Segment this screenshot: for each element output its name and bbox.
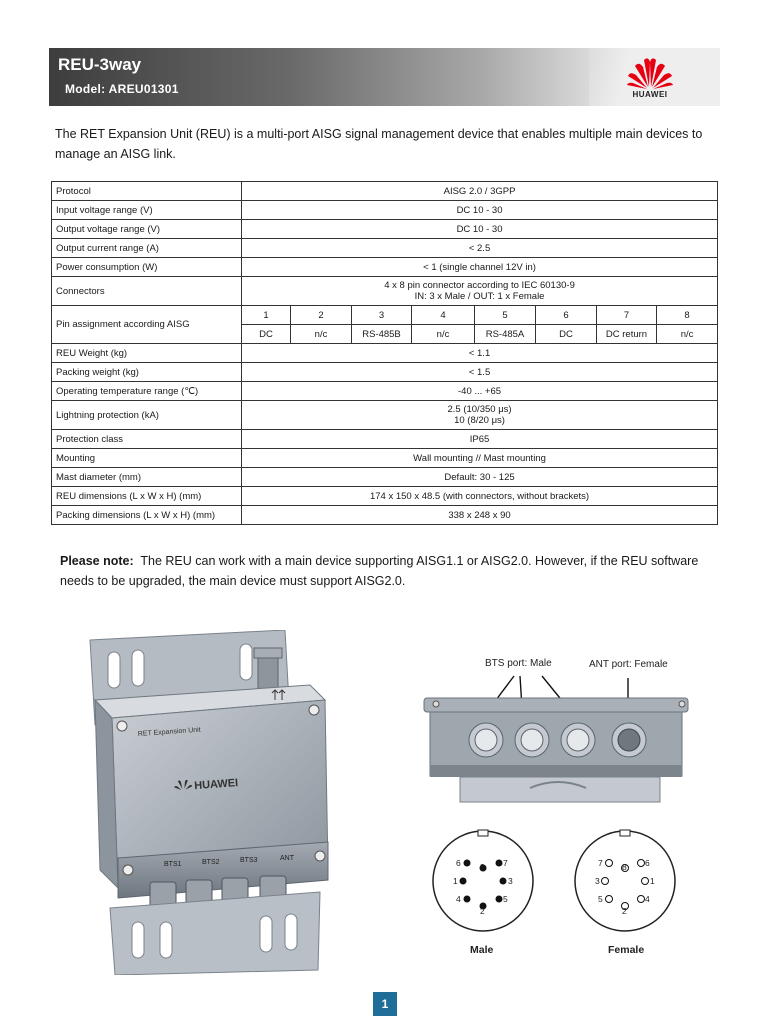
pin-number: 8	[657, 306, 718, 325]
table-row	[52, 506, 718, 525]
spec-label: Output voltage range (V)	[52, 220, 242, 239]
port-label: BTS1	[164, 861, 182, 868]
table-row	[52, 239, 718, 258]
spec-value-line: 10 (8/20 μs)	[454, 415, 505, 426]
spec-value-line: 4 x 8 pin connector according to IEC 60130-9	[384, 280, 575, 291]
pin-number: 7	[597, 306, 657, 325]
female-pin-label: 2	[622, 906, 627, 916]
pin-number: 3	[352, 306, 412, 325]
spec-label: Lightning protection (kA)	[52, 401, 242, 430]
table-row	[52, 449, 718, 468]
pin-signal: n/c	[657, 325, 718, 344]
huawei-petals-icon	[622, 54, 678, 90]
table-row	[52, 401, 718, 430]
spec-value: IP65	[242, 430, 718, 449]
pin-signal: n/c	[412, 325, 475, 344]
female-pin-label: 8	[622, 862, 627, 872]
table-row	[52, 306, 718, 325]
female-pin-label: 3	[595, 876, 600, 886]
female-pinout-icon	[572, 828, 678, 934]
pin-signal: DC	[536, 325, 597, 344]
male-pin-label: 4	[456, 894, 461, 904]
spec-label: Power consumption (W)	[52, 258, 242, 277]
spec-value: < 1.1	[242, 344, 718, 363]
female-caption: Female	[608, 944, 645, 956]
page-title: REU-3way	[58, 55, 142, 74]
table-row	[52, 220, 718, 239]
table-row	[52, 344, 718, 363]
male-caption: Male	[470, 944, 494, 956]
page-number: 1	[373, 992, 397, 1016]
pin-number: 6	[536, 306, 597, 325]
spec-value: < 1.5	[242, 363, 718, 382]
table-row	[52, 430, 718, 449]
spec-value: Default: 30 - 125	[242, 468, 718, 487]
female-pin-label: 6	[645, 858, 650, 868]
spec-label: Mast diameter (mm)	[52, 468, 242, 487]
spec-label: Mounting	[52, 449, 242, 468]
note-label: Please note:	[60, 554, 134, 568]
spec-table	[51, 181, 718, 525]
spec-label: REU dimensions (L x W x H) (mm)	[52, 487, 242, 506]
pin-signal: DC	[242, 325, 291, 344]
pin-signal: RS-485A	[475, 325, 536, 344]
male-pin-label: 3	[508, 876, 513, 886]
table-row	[52, 258, 718, 277]
spec-value: < 2.5	[242, 239, 718, 258]
brand-name: HUAWEI	[632, 90, 668, 99]
please-note	[60, 551, 720, 591]
spec-value: -40 ... +65	[242, 382, 718, 401]
pin-number: 2	[291, 306, 352, 325]
pin-signal: RS-485B	[352, 325, 412, 344]
spec-value: Wall mounting // Mast mounting	[242, 449, 718, 468]
device-brand: HUAWEI	[193, 777, 239, 793]
male-pinout-icon	[430, 828, 536, 934]
spec-label: Output current range (A)	[52, 239, 242, 258]
spec-value: < 1 (single channel 12V in)	[242, 258, 718, 277]
spec-value: 338 x 248 x 90	[242, 506, 718, 525]
spec-value-line: 2.5 (10/350 μs)	[447, 404, 512, 415]
spec-value: DC 10 - 30	[242, 220, 718, 239]
spec-label: REU Weight (kg)	[52, 344, 242, 363]
table-row	[52, 277, 718, 306]
pin-signal: n/c	[291, 325, 352, 344]
spec-label: Protocol	[52, 182, 242, 201]
port-side-view	[420, 670, 695, 815]
table-row	[52, 201, 718, 220]
pin-number: 5	[475, 306, 536, 325]
female-pin-label: 4	[645, 894, 650, 904]
table-row	[52, 182, 718, 201]
note-text: The REU can work with a main device supporting AISG1.1 or AISG2.0. However, if the REU software needs to be upgraded, the main device must support AISG2.0.	[60, 554, 699, 588]
spec-value-line: IN: 3 x Male / OUT: 1 x Female	[414, 291, 545, 302]
model-number: Model: AREU01301	[65, 82, 179, 96]
male-pin-label: 2	[480, 906, 485, 916]
page-header	[49, 48, 720, 106]
table-row	[52, 468, 718, 487]
spec-value	[242, 277, 718, 306]
spec-value: AISG 2.0 / 3GPP	[242, 182, 718, 201]
bts-port-label: BTS port: Male	[485, 658, 552, 669]
spec-value	[242, 401, 718, 430]
spec-label: Connectors	[52, 277, 242, 306]
intro-paragraph: The RET Expansion Unit (REU) is a multi-port AISG signal management device that enables multiple main devices to manage an AISG link.	[55, 127, 703, 161]
port-label: ANT	[280, 855, 294, 862]
reu-device-image	[70, 630, 360, 975]
port-label: BTS2	[202, 859, 220, 866]
female-pin-label: 1	[650, 876, 655, 886]
male-pin-label: 6	[456, 858, 461, 868]
male-pin-label: 8	[480, 862, 485, 872]
male-pin-label: 5	[503, 894, 508, 904]
table-row	[52, 487, 718, 506]
port-label: BTS3	[240, 857, 258, 864]
spec-value: 174 x 150 x 48.5 (with connectors, without brackets)	[242, 487, 718, 506]
table-row	[52, 382, 718, 401]
spec-value: DC 10 - 30	[242, 201, 718, 220]
male-pin-label: 7	[503, 858, 508, 868]
spec-label: Input voltage range (V)	[52, 201, 242, 220]
pin-signal: DC return	[597, 325, 657, 344]
device-label: RET Expansion Unit	[137, 726, 201, 738]
spec-label: Pin assignment according AISG	[52, 306, 242, 344]
spec-label: Operating temperature range (℃)	[52, 382, 242, 401]
spec-label: Packing dimensions (L x W x H) (mm)	[52, 506, 242, 525]
female-pin-label: 7	[598, 858, 603, 868]
spec-label: Protection class	[52, 430, 242, 449]
female-pin-label: 5	[598, 894, 603, 904]
spec-label: Packing weight (kg)	[52, 363, 242, 382]
ant-port-label: ANT port: Female	[589, 659, 668, 670]
pin-number: 1	[242, 306, 291, 325]
table-row	[52, 363, 718, 382]
male-pin-label: 1	[453, 876, 458, 886]
huawei-logo	[622, 54, 678, 100]
pin-number: 4	[412, 306, 475, 325]
